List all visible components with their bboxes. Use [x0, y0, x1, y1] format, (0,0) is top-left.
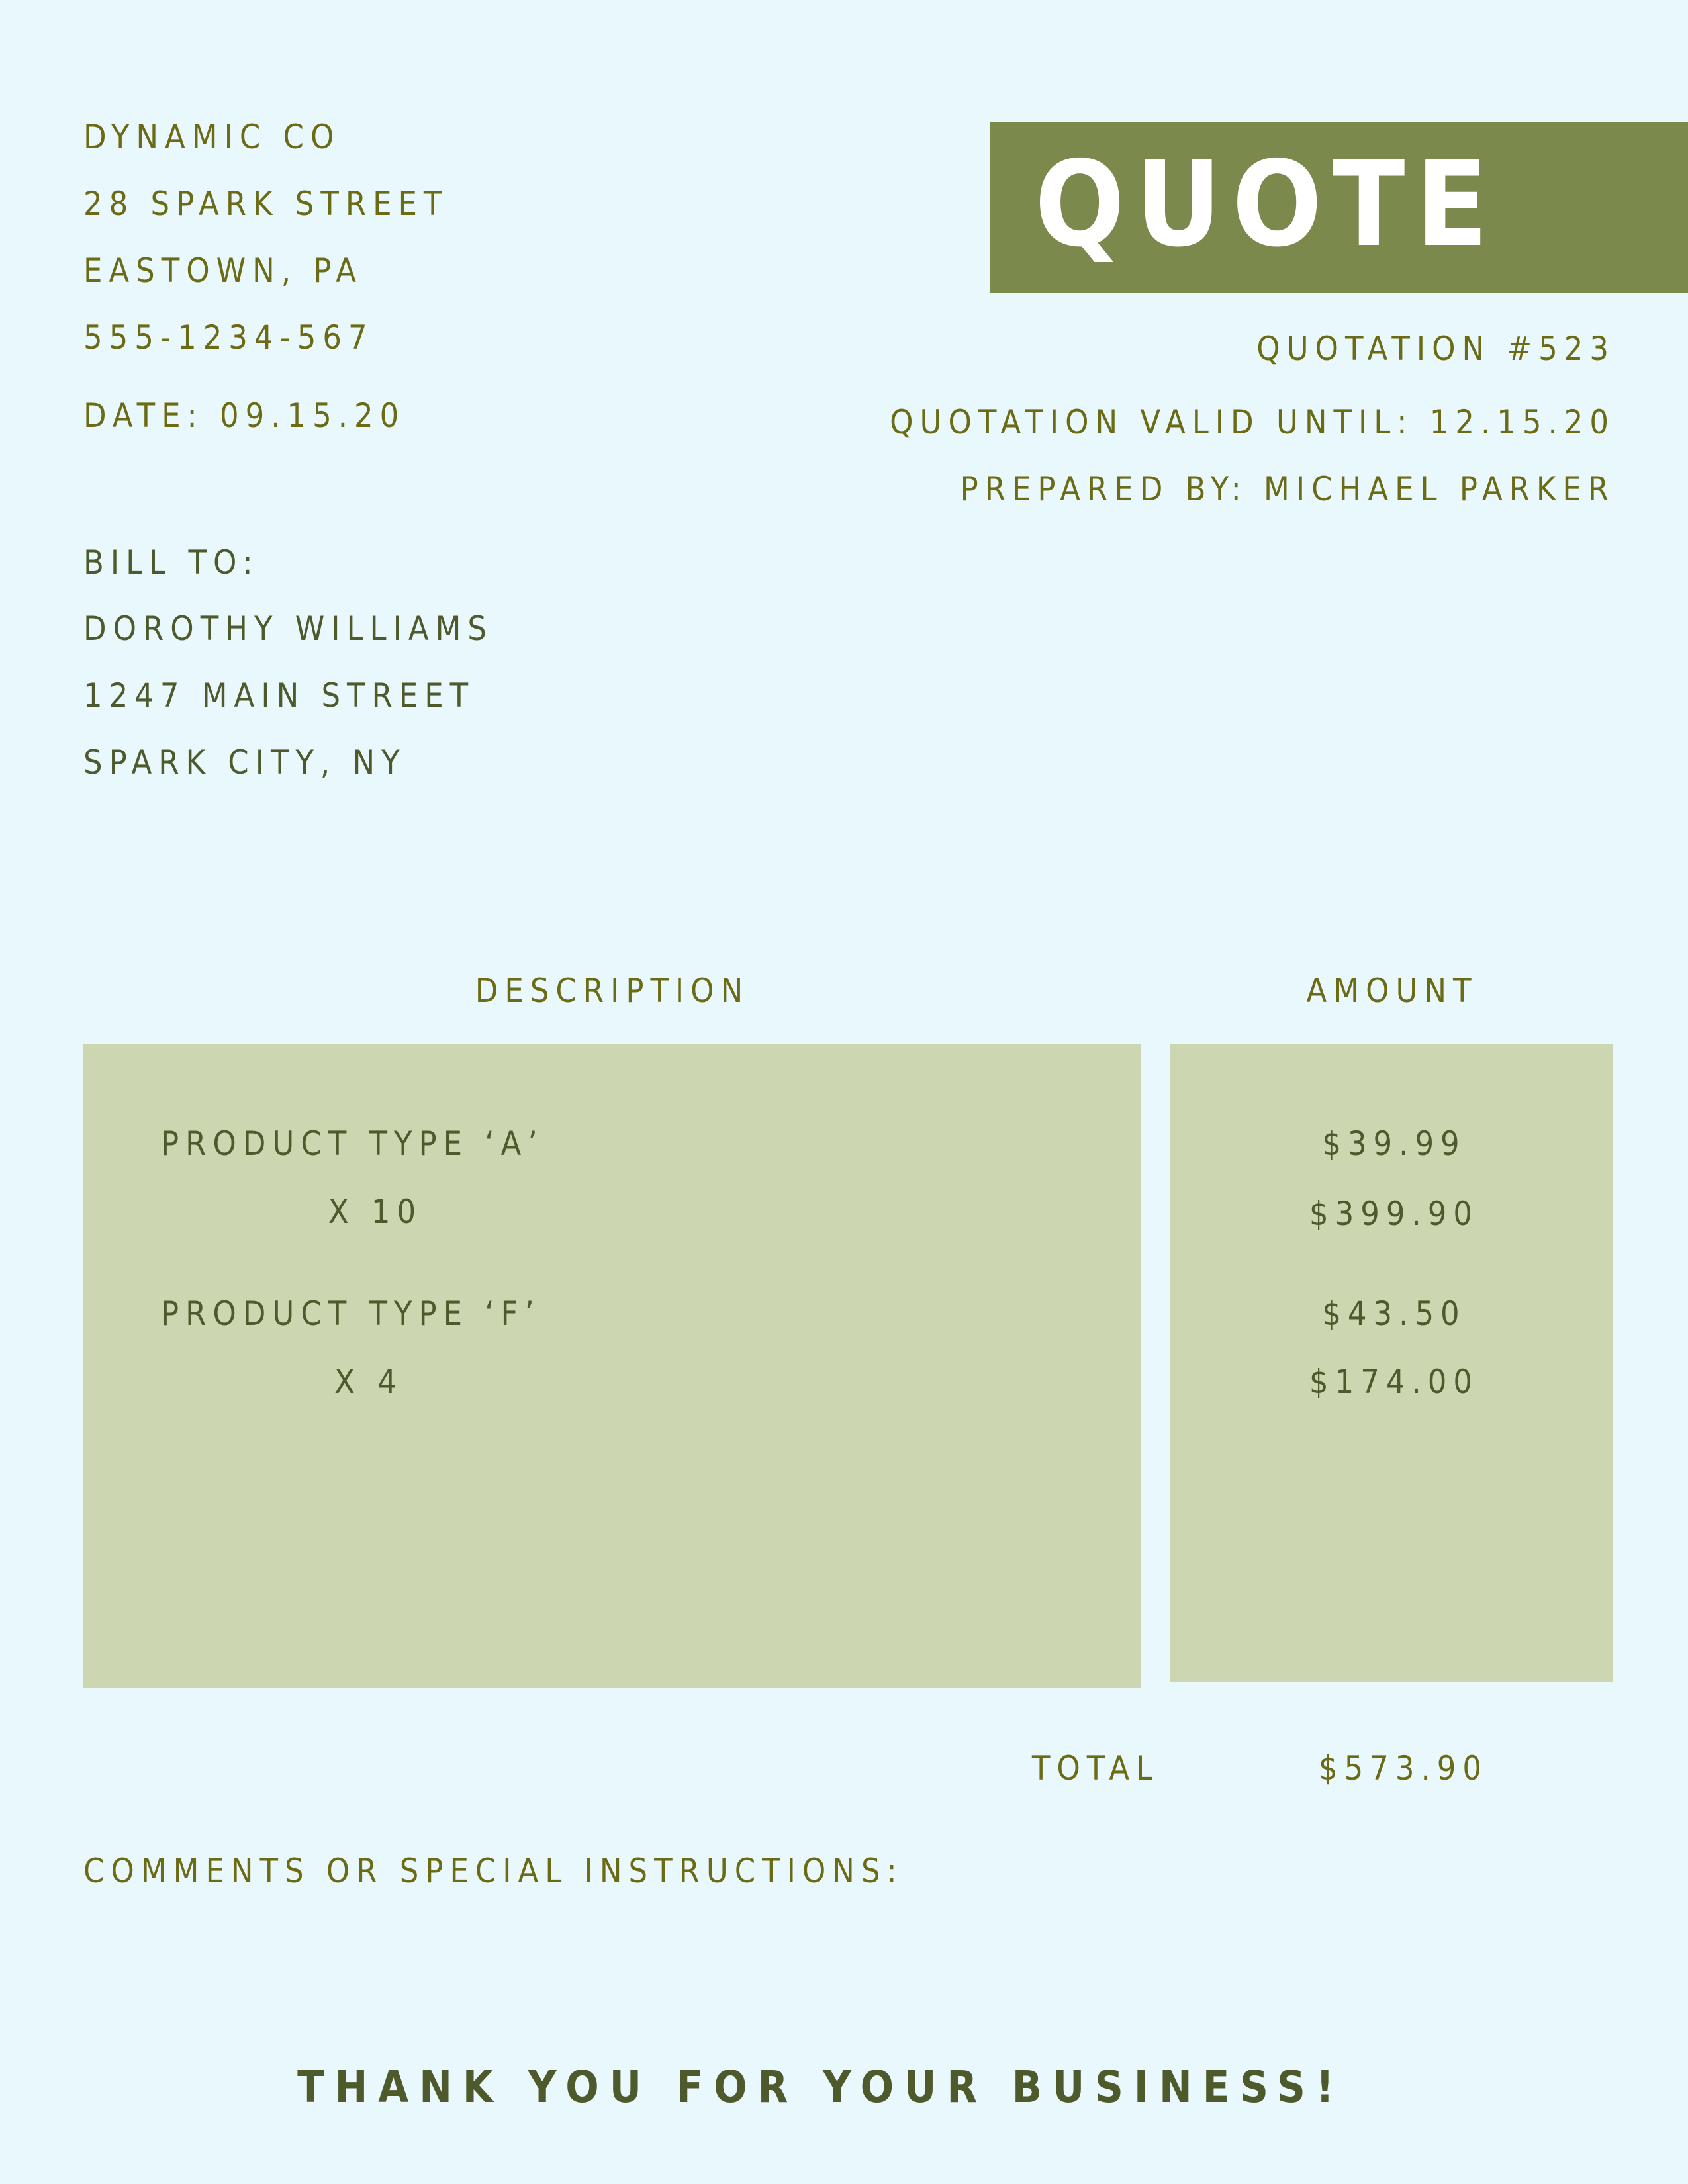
quote-title: QUOTE [1035, 136, 1499, 273]
company-name: DYNAMIC CO [83, 118, 341, 156]
company-street: 28 SPARK STREET [83, 185, 449, 223]
item-quantity: X 4 [334, 1363, 403, 1401]
description-header: DESCRIPTION [475, 972, 750, 1010]
item-unit-price: $43.50 [1322, 1295, 1466, 1333]
bill-to-city: SPARK CITY, NY [83, 743, 406, 782]
item-quantity: X 10 [328, 1193, 423, 1231]
quotation-valid-until: QUOTATION VALID UNTIL: 12.15.20 [890, 403, 1615, 441]
amount-header: AMOUNT [1306, 972, 1478, 1010]
bill-to-label: BILL TO: [83, 543, 259, 582]
comments-label: COMMENTS OR SPECIAL INSTRUCTIONS: [83, 1852, 904, 1890]
company-phone: 555-1234-567 [83, 318, 374, 357]
thank-you-message: THANK YOU FOR YOUR BUSINESS! [297, 2062, 1344, 2113]
item-description: PRODUCT TYPE ‘A’ [161, 1124, 544, 1163]
total-value: $573.90 [1319, 1749, 1488, 1788]
company-city: EASTOWN, PA [83, 251, 363, 290]
bill-to-name: DOROTHY WILLIAMS [83, 610, 493, 648]
bill-to-street: 1247 MAIN STREET [83, 676, 475, 715]
total-label: TOTAL [1031, 1749, 1160, 1788]
prepared-by: PREPARED BY: MICHAEL PARKER [960, 470, 1615, 508]
item-description: PRODUCT TYPE ‘F’ [161, 1295, 541, 1333]
quotation-number: QUOTATION #523 [1256, 330, 1615, 368]
item-unit-price: $39.99 [1322, 1124, 1466, 1163]
quote-date: DATE: 09.15.20 [83, 396, 406, 435]
item-line-total: $399.90 [1309, 1195, 1479, 1233]
item-line-total: $174.00 [1309, 1363, 1479, 1401]
